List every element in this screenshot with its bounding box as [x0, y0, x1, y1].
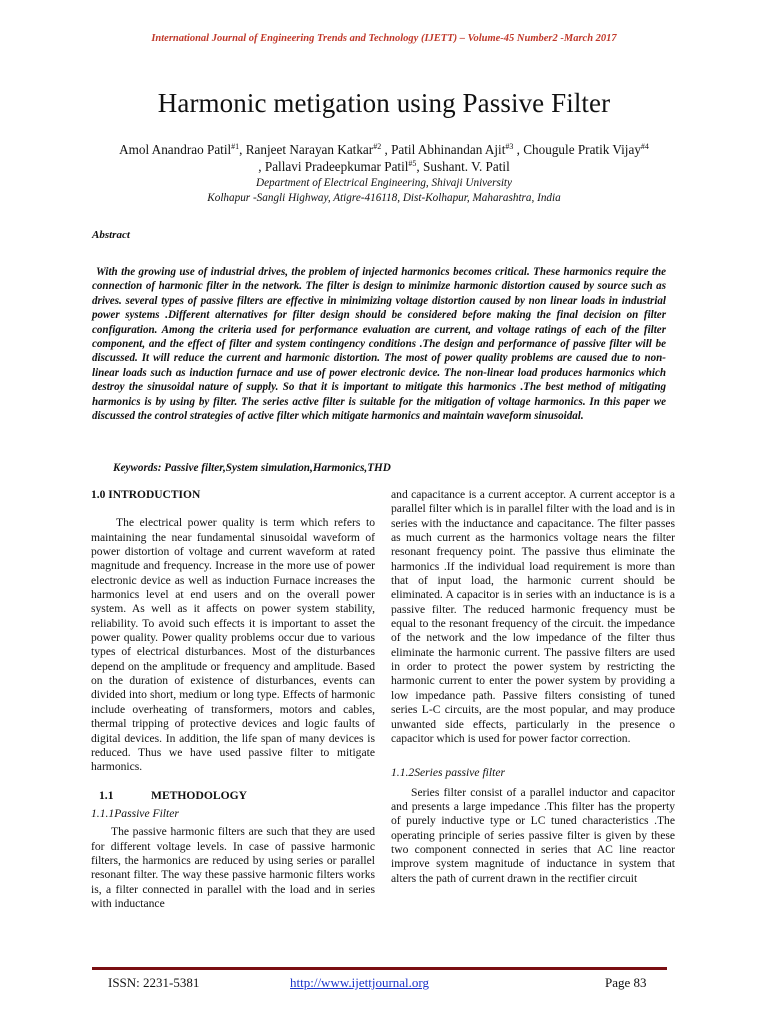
author-4: Chougule Pratik Vijay$^{\#4}$ [523, 142, 649, 157]
right-column [391, 488, 675, 886]
continued-paragraph: and capacitance is a current acceptor. A current acceptor is a parallel filter which is in parallel filter with the load and is in series with the inductance and capacitance. The filter passes as much current as the harmonics voltage nears the filter resonant frequency point. The passive thus eliminate the harmonics .If the individual load requirement is more than that of input load, the harmonic current should be eliminated. A capacitor is in series with an inductance is is a passive filter. The reduced harmonic frequency must be equal to the resonant frequency of the circuit. the impedance of the network and the low impedance of the filter thus eliminate the harmonic current. The passive filters are used in order to protect the power system by restricting the harmonic current to enter the power system by providing a low impedance path. Passive filters consisting of tuned series L-C circuits, are the most popular, and may produce unwanted side effects, particularly in the presence o capacitor which is used for power factor correction. [391, 488, 675, 745]
methodology-number: 1.1 [99, 788, 114, 802]
introduction-heading: 1.0 INTRODUCTION [91, 489, 201, 501]
author-2: Ranjeet Narayan Katkar$^{\#2}$ , [245, 142, 392, 157]
methodology-heading [99, 789, 375, 803]
affiliation-department: Department of Electrical Engineering, Shivaji University [255, 177, 512, 189]
footer-page-number: Page 83 [605, 975, 647, 990]
keywords-line: Keywords: Passive filter,System simulation,Harmonics,THD [113, 462, 391, 474]
footer-issn: ISSN: 2231-5381 [108, 975, 200, 990]
passive-filter-heading: 1.1.1Passive Filter [91, 806, 179, 820]
author-list [60, 141, 708, 175]
abstract-body: With the growing use of industrial drives, the problem of injected harmonics becomes critical. These harmonics require the connection of harmonic filter in the network. The filter is design to minimize harmonic distortion caused by source such as drives. several types of passive filters are effective in minimizing voltage distortion caused by non linear loads in industrial power systems .Different alternatives for filter design should be considered before making the final decision on filter configuration. Among the criteria used for performance evaluation are current, and voltage ratings of each of the filter component, and the effect of filter and system contingency conditions .The design and performance of passive filter will be discussed. It will reduce the current and harmonic distortion. The most of power quality problems are caused due to non-linear loads such as induction furnace and use of power electronic device. The non-linear load produces harmonics which destroy the sinusoidal nature of supply. So that it is important to mitigate this harmonics .The best method of mitigating harmonics is by using by filter. The series active filter is suitable for the mitigation of voltage harmonics. In this paper we discussed the control strategies of active filter which mitigate harmonics and maintain waveform sinusoidal. [92, 266, 666, 423]
author-1: Amol Anandrao Patil$^{\#1}$, [119, 142, 246, 157]
series-filter-heading: 1.1.2Series passive filter [391, 766, 505, 780]
methodology-title: METHODOLOGY [151, 788, 247, 802]
author-6: Sushant. V. Patil [423, 159, 510, 174]
paper-title: Harmonic metigation using Passive Filter [157, 88, 611, 118]
footer-rule [92, 967, 667, 970]
series-filter-paragraph: Series filter consist of a parallel inductor and capacitor and presents a large impedance .This filter has the property of purely inductive type or LC tuned characteristics .The operating principle of series passive filter is given by these two component connected in series that AC line reactor improve system magnitude of inductance in system that alters the path of current drawn in the rectifier circuit [391, 785, 675, 885]
author-3: Patil Abhinandan Ajit$^{\#3}$ , [391, 142, 524, 157]
journal-header: International Journal of Engineering Trends and Technology (IJETT) – Volume-45 Number2 -March 2017 [151, 33, 617, 44]
introduction-paragraph: The electrical power quality is term which refers to maintaining the near fundamental sinusoidal waveform of power distortion of voltage and current waveform at rated magnitude and frequency. Increase in the more use of power electronic device as well as induction Furnace increases the harmonics level at end users and on the overall power system. As well as it affects on power system stability, reliability. To avoid such effects it is important to asset the power quality. Power quality problems occur due to various types of electrical disturbances. Most of the disturbances depend on the amplitude or frequency and amplitude. Based on the duration of existence of disturbances, events can divided into short, medium or long type. Effects of harmonic include overheating of transformers, motors and cables, thermal tripping of protective devices and logic faults of digital devices. In addition, the life span of many devices is reduced. Thus we have used passive filter to mitigate harmonics. [91, 516, 375, 774]
abstract-heading: Abstract [92, 229, 130, 241]
author-5: , Pallavi Pradeepkumar Patil$^{\#5}$, [258, 159, 424, 174]
footer-journal-link[interactable]: http://www.ijettjournal.org [290, 975, 430, 990]
left-column [91, 488, 375, 911]
passive-filter-paragraph: The passive harmonic filters are such that they are used for different voltage levels. In case of passive harmonic filters, the harmonics are reduced by using series or parallel resonant filter. The way these passive harmonic filters works is, a filter connected in parallel with the load and in series with inductance [91, 825, 375, 910]
affiliation-address: Kolhapur -Sangli Highway, Atigre-416118, Dist-Kolhapur, Maharashtra, India [207, 192, 561, 204]
